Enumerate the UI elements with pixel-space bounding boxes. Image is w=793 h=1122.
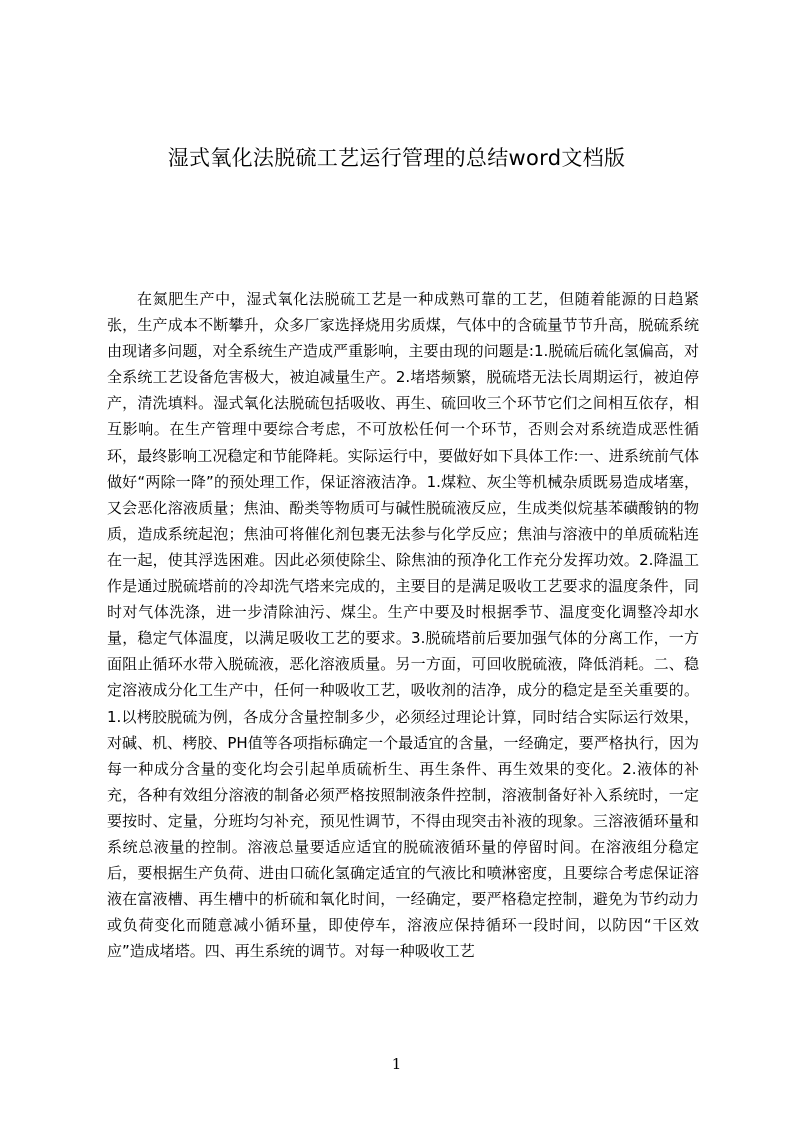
body-paragraph: 在氮肥生产中，湿式氧化法脱硫工艺是一种成熟可靠的工艺，但随着能源的日趋紧张，生产成本不断攀升，众多厂家选择烧用劣质煤，气体中的含硫量节节升高，脱硫系统由现诸多问题，对全系统生产造成严重影响，主要由现的问题是:1.脱硫后硫化氢偏高，对全系统工艺设备危害极大，被迫减量生产。2.堵塔频繁，脱硫塔无法长周期运行，被迫停产，清洗填料。湿式氧化法脱硫包括吸收、再生、硫回收三个环节它们之间相互依存，相互影响。在生产管理中要综合考虑，不可放松任何一个环节，否则会对系统造成恶性循环，最终影响工况稳定和节能降耗。实际运行中，要做好如下具体工作:一、进系统前气体做好“两除一降”的预处理工作，保证溶液洁净。1.煤粒、灰尘等机械杂质既易造成堵塞，又会恶化溶液质量；焦油、酚类等物质可与碱性脱硫液反应，生成类似烷基苯磺酸钠的物质，造成系统起泡；焦油可将催化剂包裹无法参与化学反应；焦油与溶液中的单质硫粘连在一起，使其浮选困难。因此必须使除尘、除焦油的预净化工作充分发挥功效。2.降温工作是通过脱硫塔前的冷却洗气塔来完成的，主要目的是满足吸收工艺要求的温度条件，同时对气体洗涤，进一步清除油污、煤尘。生产中要及时根据季节、温度变化调整冷却水量，稳定气体温度，以满足吸收工艺的要求。3.脱硫塔前后要加强气体的分离工作，一方面阻止循环水带入脱硫液，恶化溶液质量。另一方面，可回收脱硫液，降低消耗。二、稳定溶液成分化工生产中，任何一种吸收工艺，吸收剂的洁净，成分的稳定是至关重要的。1.以栲胶脱硫为例，各成分含量控制多少，必须经过理论计算，同时结合实际运行效果，对碱、机、栲胶、PH值等各项指标确定一个最适宜的含量，一经确定，要严格执行，因为每一种成分含量的变化均会引起单质硫析生、再生条件、再生效果的变化。2.液体的补充，各种有效组分溶液的制备必须严格按照制液条件控制，溶液制备好补入系统时，一定要按时、定量，分班均匀补充，预见性调节，不得由现突击补液的现象。三溶液循环量和系统总液量的控制。溶液总量要适应适宜的脱硫液循环量的停留时间。在溶液组分稳定后，要根据生产负荷、进由口硫化氢确定适宜的气液比和喷淋密度，且要综合考虑保证溶液在富液槽、再生槽中的析硫和氧化时间，一经确定，要严格稳定控制，避免为节约动力或负荷变化而随意减小循环量，即使停车，溶液应保持循环一段时间，以防因“干区效应”造成堵塔。四、再生系统的调节。对每一种吸收工艺: [107, 290, 699, 961]
page-number: 1: [391, 1055, 402, 1073]
document-title: 湿式氧化法脱硫工艺运行管理的总结word文档版: [167, 146, 626, 170]
